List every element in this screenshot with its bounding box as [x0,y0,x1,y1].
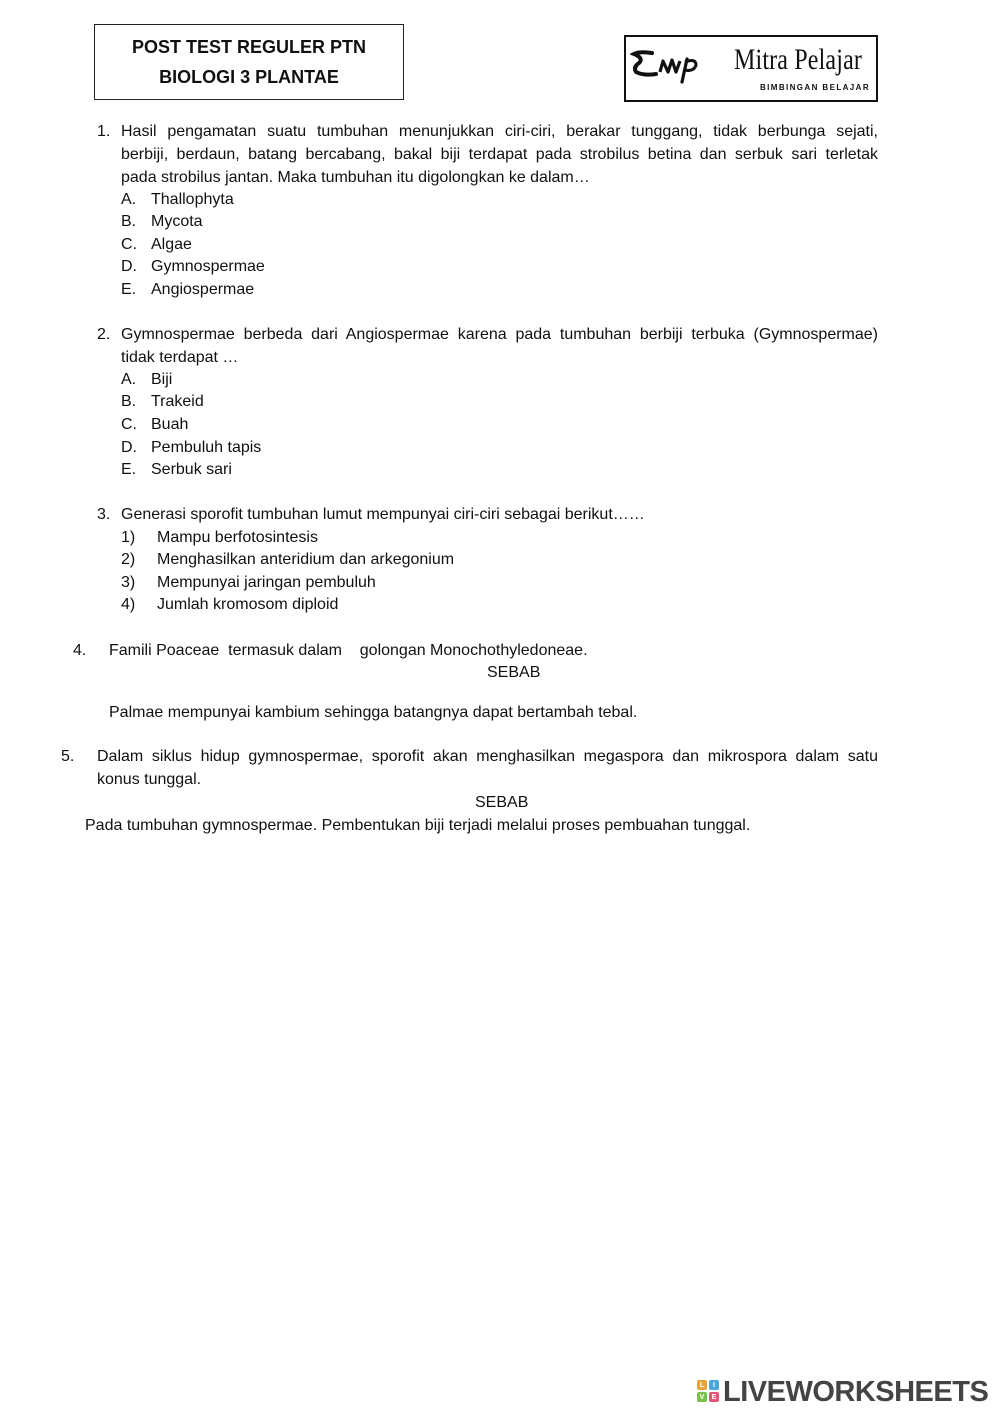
option-label: 1) [121,529,136,546]
question-text-line: Generasi sporofit tumbuhan lumut mempunyai ciri-ciri sebagai berikut…… [121,506,645,523]
question-number: 3. [97,506,111,523]
emp-logo-icon [630,45,730,85]
mitra-pelajar-logo [624,35,878,102]
option-label: B. [121,393,137,410]
worksheet-title-box [94,24,404,100]
option-text: Biji [151,371,173,388]
question-reason: Palmae mempunyai kambium sehingga batangnya dapat bertambah tebal. [109,704,638,721]
question-text-line: Gymnospermae berbeda dari Angiospermae karena pada tumbuhan berbiji terbuka (Gymnospermae) [121,326,878,343]
question-reason: Pada tumbuhan gymnospermae. Pembentukan biji terjadi melalui proses pembuahan tunggal. [85,817,751,834]
question-text-line: Hasil pengamatan suatu tumbuhan menunjukkan ciri-ciri, berakar tunggang, tidak berbunga sejati, [121,123,878,140]
option-label: D. [121,258,137,275]
option-label: C. [121,236,137,253]
option-text: Gymnospermae [151,258,265,275]
question-text-line: pada strobilus jantan. Maka tumbuhan itu digolongkan ke dalam… [121,169,590,186]
option-label: A. [121,371,137,388]
option-text: Pembuluh tapis [151,439,262,456]
question-statement: Famili Poaceae termasuk dalam golongan Monochothyledoneae. [109,642,588,659]
worksheet-title: POST TEST REGULER PTN [131,37,367,57]
sebab-connector: SEBAB [487,664,541,681]
logo-tagline: BIMBINGAN BELAJAR [759,83,870,92]
option-label: 2) [121,551,136,568]
option-text: Mempunyai jaringan pembuluh [157,574,376,591]
option-text: Jumlah kromosom diploid [157,596,339,613]
worksheet-subtitle: BIOLOGI 3 PLANTAE [159,67,339,87]
question-text-line: berbiji, berdaun, batang bercabang, bakal biji terdapat pada strobilus betina dan serbuk sari terletak [121,146,878,163]
option-text: Algae [151,236,192,253]
option-text: Angiospermae [151,281,255,298]
question-number: 1. [97,123,111,140]
option-text: Mampu berfotosintesis [157,529,318,546]
option-text: Trakeid [151,393,204,410]
option-text: Thallophyta [151,191,234,208]
option-label: B. [121,213,137,230]
option-label: D. [121,439,137,456]
option-text: Buah [151,416,189,433]
sebab-connector: SEBAB [475,794,529,811]
liveworksheets-wordmark: LIVEWORKSHEETS [723,1376,989,1408]
option-label: 3) [121,574,136,591]
question-number: 4. [73,642,87,659]
liveworksheets-logo-icon: L I V E [697,1380,719,1402]
option-text: Serbuk sari [151,461,232,478]
question-statement-line: Dalam siklus hidup gymnospermae, sporofit akan menghasilkan megaspora dan mikrospora dalam satu [97,748,878,765]
option-text: Mycota [151,213,203,230]
option-label: E. [121,461,137,478]
question-number: 2. [97,326,111,343]
question-statement-line: konus tunggal. [97,771,202,788]
question-text-line: tidak terdapat … [121,349,239,366]
option-label: C. [121,416,137,433]
option-text: Menghasilkan anteridium dan arkegonium [157,551,455,568]
option-label: 4) [121,596,136,613]
logo-name: Mitra Pelajar [734,43,863,76]
question-number: 5. [61,748,75,765]
option-label: E. [121,281,137,298]
option-label: A. [121,191,137,208]
